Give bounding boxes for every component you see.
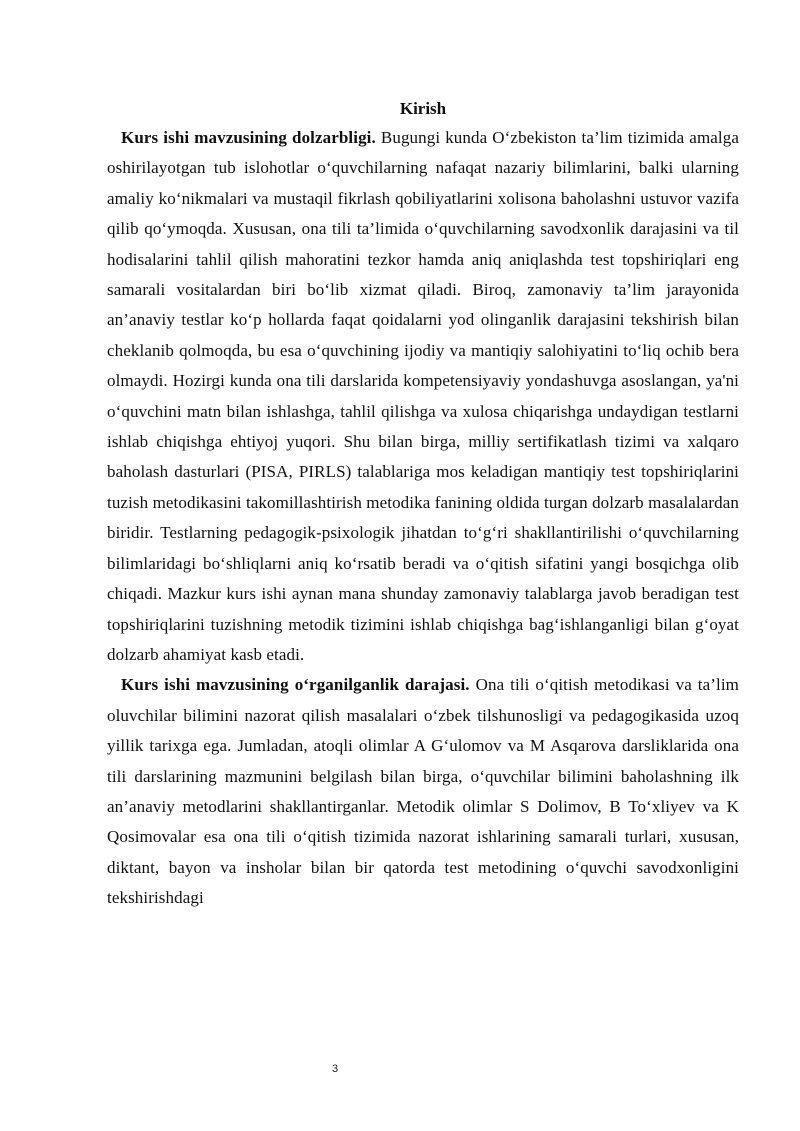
paragraph-study-level: [107, 670, 739, 913]
section-heading: Kirish: [399, 99, 447, 118]
paragraph-lead-relevance: Kurs ishi mavzusining dolzarbligi.: [121, 128, 376, 147]
page-number: 3: [331, 1063, 339, 1075]
paragraph-body-relevance: Bugungi kunda O‘zbekiston ta’lim tizimida amalga oshirilayotgan tub islohotlar o‘quvchilarning nafaqat nazariy bilimlarini, balki ularning amaliy ko‘nikmalari va mustaqil fikrlash qobiliyatlarini xolisona baholashni ustuvor vazifa qilib qo‘ymoqda. Xususan, ona tili ta’limida o‘quvchilarning savodxonlik darajasini va til hodisalarini tahlil qilish mahoratini tezkor hamda aniq aniqlashda test topshiriqlari eng samarali vositalardan biri bo‘lib xizmat qiladi. Biroq, zamonaviy ta’lim jarayonida an’anaviy testlar ko‘p hollarda faqat qoidalarni yod olinganlik darajasini tekshirish bilan cheklanib qolmoqda, bu esa o‘quvchining ijodiy va mantiqiy salohiyatini to‘liq ochib bera olmaydi. Hozirgi kunda ona tili darslarida kompetensiyaviy yondashuvga asoslangan, ya'ni o‘quvchini matn bilan ishlashga, tahlil qilishga va xulosa chiqarishga undaydigan testlarni ishlab chiqishga ehtiyoj yuqori. Shu bilan birga, milliy sertifikatlash tizimi va xalqaro baholash dasturlari (PISA, PIRLS) talablariga mos keladigan mantiqiy test topshiriqlarini tuzish metodikasini takomillashtirish metodika fanining oldida turgan dolzarb masalalardan biridir. Testlarning pedagogik-psixologik jihatdan to‘g‘ri shakllantirilishi o‘quvchilarning bilimlaridagi bo‘shliqlarni aniq ko‘rsatib beradi va o‘qitish sifatini yangi bosqichga olib chiqadi. Mazkur kurs ishi aynan mana shunday zamonaviy talablarga javob beradigan test topshiriqlarini tuzishning metodik tizimini ishlab chiqishga bag‘ishlanganligi bilan g‘oyat dolzarb ahamiyat kasb etadi.: [107, 128, 739, 664]
document-page: [107, 96, 739, 914]
paragraph-body-study-level: Ona tili o‘qitish metodikasi va ta’lim oluvchilar bilimini nazorat qilish masalalari o‘zbek tilshunosligi va pedagogikasida uzoq yillik tarixga ega. Jumladan, atoqli olimlar A G‘ulomov va M Asqarova darsliklarida ona tili darslarining mazmunini belgilash bilan birga, o‘quvchilar bilimini baholashning ilk an’anaviy metodlarini shakllantirganlar. Metodik olimlar S Dolimov, B To‘xliyev va K Qosimovalar esa ona tili o‘qitish tizimida nazorat ishlarining samarali turlari, xususan, diktant, bayon va insholar bilan bir qatorda test metodining o‘quvchi savodxonligini tekshirishdagi: [107, 675, 739, 908]
paragraph-lead-study-level: Kurs ishi mavzusining o‘rganilganlik darajasi.: [121, 675, 470, 695]
paragraph-relevance: [107, 123, 739, 670]
